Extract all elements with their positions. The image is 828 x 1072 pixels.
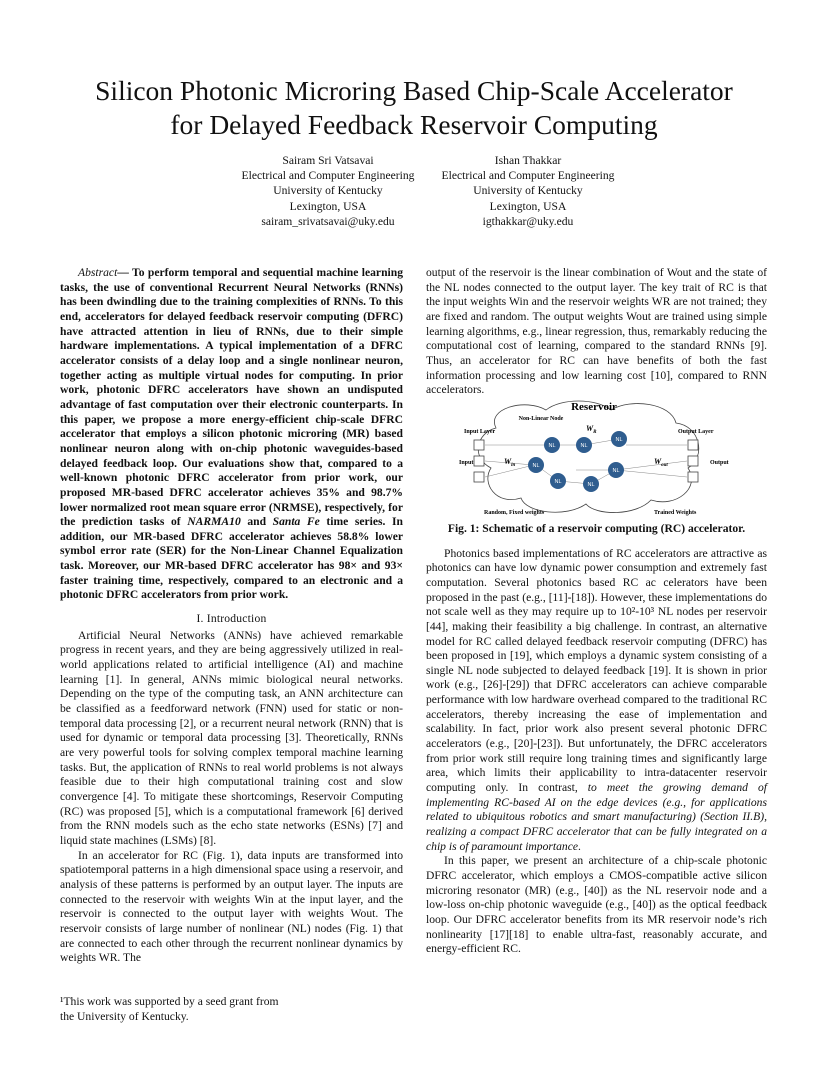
reservoir-diagram [426,398,767,518]
svg-text:NL: NL [587,481,595,488]
intro-paragraph-2: In an accelerator for RC (Fig. 1), data inputs are transformed into spatiotemporal patterns in a high dimensional space using a reservoir, and analysis of these patterns is performed by an output layer. The inputs are connected to the reservoir with weights Win at the input layer, and the reservoir is connected to the output layer with weights Wout. The reservoir consists of large number of nonlinear (NL) nodes (Fig. 1) that are connected to each other through the recurrent nonlinear dynamics by weights WR. The [60,848,403,965]
abstract-task-2: Santa Fe [272,515,320,529]
output-layer-label: Output Layer [678,428,714,435]
author-dept: Electrical and Computer Engineering [441,169,615,183]
abstract-task-1: NARMA10 [187,515,241,529]
footnote-line-2: the University of Kentucky. [60,1010,189,1023]
figure-caption: Fig. 1: Schematic of a reservoir computing (RC) accelerator. [447,521,746,535]
author-dept: Electrical and Computer Engineering [241,169,415,183]
author-block-1 [228,153,428,229]
output-node [688,440,698,450]
svg-text:NL: NL [612,467,620,474]
right-paragraph-2-italic: to meet the growing demand of implementing RC-based AI on the edge devices (e.g., for applications related to ubiquitous robotics and smart manufacturing) (Section II.B), realizing a compact DFRC accelerator that can be fully integrated on a chip is of paramount importance [426,781,767,853]
right-paragraph-2 [426,547,767,855]
right-paragraph-2-end: . [578,839,581,853]
abstract-text: — To perform temporal and sequential machine learning tasks, the use of conventional Recurrent Neural Networks (RNNs) has been dwindling due to the training complexities of RNNs. To this end, accelerators for delayed feedback reservoir computing (DFRC) have attracted attention in lieu of RNNs, due to their simple hardware implementations. A typical implementation of a DFRC accelerator consists of a delay loop and a single nonlinear neuron, together acting as multiple virtual nodes for computing. In prior work, photonic DFRC accelerators have shown an undisputed advantage of fast computation over their electronic counterparts. In this paper, we propose a more energy-efficient chip-scale DFRC accelerator that employs a silicon photonic microring (MR) based nonlinear neuron along with on-chip photonic waveguides-based delayed feedback loop. Our evaluations show that, compared to a well-known photonic DFRC accelerator from prior work, our proposed MR-based DFRC accelerator achieves 35% and 98.7% lower normalized root mean square error (NRMSE), respectively, for the prediction tasks of [60,266,403,529]
nl-node [528,457,544,473]
w-r-label: $W_R$ [586,423,597,435]
right-paragraph-1: output of the reservoir is the linear combination of Wout and the state of the NL nodes connected to the output layer. The key trait of RC is that the input weights Win and the reservoir weights WR are not trained; they are fixed and random. The output weights Wout are trained using simple learning algorithms, e.g., linear regression, thus, remarkably reducing the computational cost of learning, compared to the standard RNNs [9]. Thus, an accelerator for RC can have benefits of both the fast information processing and low learning cost [10], compared to RNN accelerators. [426,266,767,397]
right-paragraph-2-text: Photonics based implementations of RC accelerators are attractive as photonics can have low dynamic power consumption and extremely fast computation. Several photonics based RC ac celerators have been proposed in the past (e.g., [11]-[18]). However, these implementations do not scale well as they may require up to 10²-10³ NL nodes per reservoir [44], making their feasibility a big challenge. In contrast, an alternative model for RC called delayed feedback reservoir computing (DFRC) has been proposed in [19], which employs a dynamic system consisting of a single NL node subjected to delayed feedback [19]. It is shown in prior work (e.g., [26]-[29]) that DFRC accelerators can achieve comparable performance with low hardware overhead compared to the traditional RC accelerators, thereby increasing the ease of implementation and scalability. In fact, prior work also present several photonic DFRC accelerators (e.g., [20]-[23]). But unfortunately, the DFRC accelerators from prior work still require long training times and significantly large area, which limits their applicability to intra-datacenter reservoir computing only. In contrast, [426,546,767,795]
w-in-label: $W_{in}$ [504,456,516,468]
author-name: Sairam Sri Vatsavai [282,154,374,167]
abstract-text-2: time series. In addition, our MR-based DFRC accelerator achieves 58.8% lower symbol error rate (SER) for the Non-Linear Channel Equalization task. Moreover, our MR-based DFRC accelerator has 98× and 93× faster training time, respectively, compared to an electronic and a photonic DFRC accelerators from prior work. [60,515,403,602]
author-email: igthakkar@uky.edu [482,214,574,228]
right-column [426,266,767,957]
trained-weights-label: Trained Weights [654,509,697,516]
paper-title [40,74,788,142]
input-node [474,472,484,482]
random-fixed-label: Random, Fixed weights [484,509,545,516]
input-label: Input [459,459,474,466]
input-node [474,440,484,450]
title-line-2: for Delayed Feedback Reservoir Computing [170,109,658,140]
footnote-line-1: ¹This work was supported by a seed grant from [60,995,279,1008]
author-name: Ishan Thakkar [494,154,562,167]
svg-text:NL: NL [554,478,562,485]
nl-node [608,462,624,478]
svg-text:NL: NL [548,442,556,449]
section-heading: I. Introduction [196,612,267,626]
footnote [60,994,360,1024]
author-loc: Lexington, USA [489,199,567,213]
author-block-2 [428,153,628,229]
output-node [688,472,698,482]
left-column [60,266,403,966]
input-layer-label: Input Layer [464,428,496,435]
output-node [688,456,698,466]
w-out-label: $W_{out}$ [654,456,668,468]
author-univ: University of Kentucky [273,184,383,198]
figure-title: Reservoir [571,400,617,413]
svg-text:NL: NL [615,436,623,443]
svg-text:NL: NL [532,462,540,469]
svg-text:NL: NL [580,442,588,449]
right-paragraph-3: In this paper, we present an architecture of a chip-scale photonic DFRC accelerator, which employs a CMOS-compatible active silicon microring resonator (MR) (e.g., [40]) as the NL reservoir node and a low-loss on-chip photonic waveguide (e.g., [40]) as the optical feedback loop. Our DFRC accelerator benefits from its MR reservoir node’s rich nonlinearity [17][18] to enable ultra-fast, reasonably accurate, and energy-efficient RC. [426,854,767,956]
reservoir-cloud [478,401,698,513]
abstract-label: Abstract [78,266,118,279]
author-univ: University of Kentucky [473,184,583,198]
nl-node [583,476,599,492]
figure-1 [426,398,767,518]
nonlinear-node-label: Non-Linear Node [518,415,564,422]
nl-node [576,437,592,453]
title-line-1: Silicon Photonic Microring Based Chip-Scale Accelerator [95,75,733,106]
nl-node [544,437,560,453]
output-label: Output [710,459,729,466]
nl-node [550,473,566,489]
abstract-and: and [240,515,273,529]
abstract [60,266,403,603]
author-email: sairam_srivatsavai@uky.edu [261,214,395,228]
nl-node [611,431,627,447]
intro-paragraph-1: Artificial Neural Networks (ANNs) have achieved remarkable progress in recent years, and they are being aggressively utilized in real-world applications related to artificial intelligence (AI) and machine learning [1]. In general, ANNs mimic biological neural networks. Depending on the type of the computing task, an ANN architecture can be classified as a feedforward network (FNN) used for static or non-temporal data processing [2], or a recurrent neural network (RNN) that is used for dynamic or temporal data processing [3]. Theoretically, RNNs are very powerful tools for solving complex temporal machine learning tasks. But, the application of RNNs to real world problems is not always feasible due to their high computational training cost and slow convergence [4]. To mitigate these shortcomings, Reservoir Computing (RC) was proposed [5], which is a computational framework [6] derived from the RNN models such as the echo state networks (ESNs) [7] and liquid state machines (LSMs) [8]. [60,628,403,847]
input-node [474,456,484,466]
author-loc: Lexington, USA [289,199,367,213]
